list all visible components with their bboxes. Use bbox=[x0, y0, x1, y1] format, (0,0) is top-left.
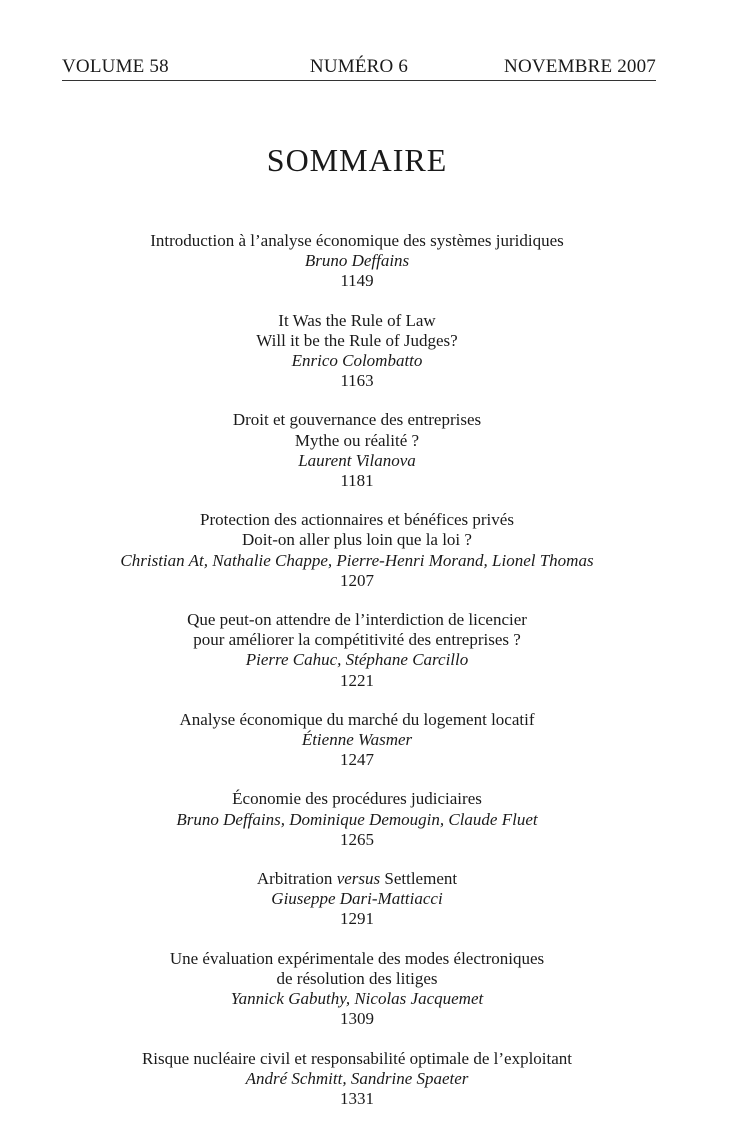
article-title-line: Économie des procédures judiciaires bbox=[232, 789, 482, 809]
article-title-part: Settlement bbox=[380, 869, 458, 889]
article-title-line: Droit et gouvernance des entreprises bbox=[232, 410, 482, 430]
toc-entry bbox=[0, 949, 714, 1030]
toc-entry bbox=[0, 311, 714, 392]
volume-label: VOLUME 58 bbox=[62, 56, 169, 77]
article-title-line: pour améliorer la compétitivité des entreprises ? bbox=[193, 630, 521, 650]
article-page-number: 1163 bbox=[340, 371, 374, 391]
article-title-line: Que peut-on attendre de l’interdiction de licencier bbox=[187, 610, 527, 630]
article-page-number: 1207 bbox=[340, 570, 374, 590]
article-page-number: 1247 bbox=[340, 750, 374, 770]
article-title-line: Doit-on aller plus loin que la loi ? bbox=[242, 530, 472, 550]
article-title-line bbox=[0, 869, 714, 889]
article-title-line: Analyse économique du marché du logement locatif bbox=[179, 709, 535, 729]
article-page-number: 1149 bbox=[340, 271, 374, 291]
toc-entry bbox=[0, 789, 714, 850]
article-authors: Étienne Wasmer bbox=[301, 730, 413, 750]
toc-entry bbox=[0, 869, 714, 930]
article-page-number: 1265 bbox=[340, 829, 374, 849]
toc-entry bbox=[0, 1049, 714, 1110]
article-title-line: Introduction à l’analyse économique des systèmes juridiques bbox=[150, 231, 564, 250]
toc-entry bbox=[0, 231, 714, 292]
article-authors: Christian At, Nathalie Chappe, Pierre-Henri Morand, Lionel Thomas bbox=[120, 550, 594, 570]
header-rule bbox=[62, 80, 656, 81]
article-page-number: 1181 bbox=[340, 471, 374, 491]
article-authors: Pierre Cahuc, Stéphane Carcillo bbox=[245, 650, 469, 670]
article-authors: Bruno Deffains, Dominique Demougin, Claude Fluet bbox=[176, 809, 538, 829]
page-title: SOMMAIRE bbox=[266, 142, 448, 178]
article-page-number: 1331 bbox=[340, 1088, 374, 1108]
article-authors: André Schmitt, Sandrine Spaeter bbox=[245, 1068, 469, 1088]
article-page-number: 1291 bbox=[340, 909, 374, 929]
article-title-line: Une évaluation expérimentale des modes électroniques bbox=[169, 948, 545, 968]
article-page-number: 1221 bbox=[340, 670, 374, 690]
issue-date-label: NOVEMBRE 2007 bbox=[504, 56, 656, 77]
article-title-line: Mythe ou réalité ? bbox=[294, 430, 420, 450]
toc-entry bbox=[0, 410, 714, 491]
article-title-line: Risque nucléaire civil et responsabilité optimale de l’exploitant bbox=[141, 1048, 573, 1068]
toc-entry bbox=[0, 510, 714, 591]
article-title-line: Will it be the Rule of Judges? bbox=[256, 330, 458, 350]
article-authors: Giuseppe Dari-Mattiacci bbox=[271, 889, 443, 909]
running-header bbox=[62, 55, 656, 79]
toc-entry bbox=[0, 610, 714, 691]
article-authors: Enrico Colombatto bbox=[291, 351, 423, 371]
table-of-contents bbox=[0, 231, 714, 1128]
issue-number-label: NUMÉRO 6 bbox=[309, 56, 409, 77]
article-authors: Laurent Vilanova bbox=[298, 450, 416, 470]
article-title-line: It Was the Rule of Law bbox=[278, 310, 436, 330]
article-title-line: de résolution des litiges bbox=[276, 968, 438, 988]
article-authors: Yannick Gabuthy, Nicolas Jacquemet bbox=[230, 989, 484, 1009]
article-title-part: Arbitration bbox=[256, 869, 337, 889]
article-page-number: 1309 bbox=[340, 1009, 374, 1029]
article-title-part-italic: versus bbox=[336, 869, 381, 889]
article-authors: Bruno Deffains bbox=[304, 251, 410, 271]
toc-entry bbox=[0, 710, 714, 771]
article-title-line: Protection des actionnaires et bénéfices privés bbox=[200, 510, 514, 530]
